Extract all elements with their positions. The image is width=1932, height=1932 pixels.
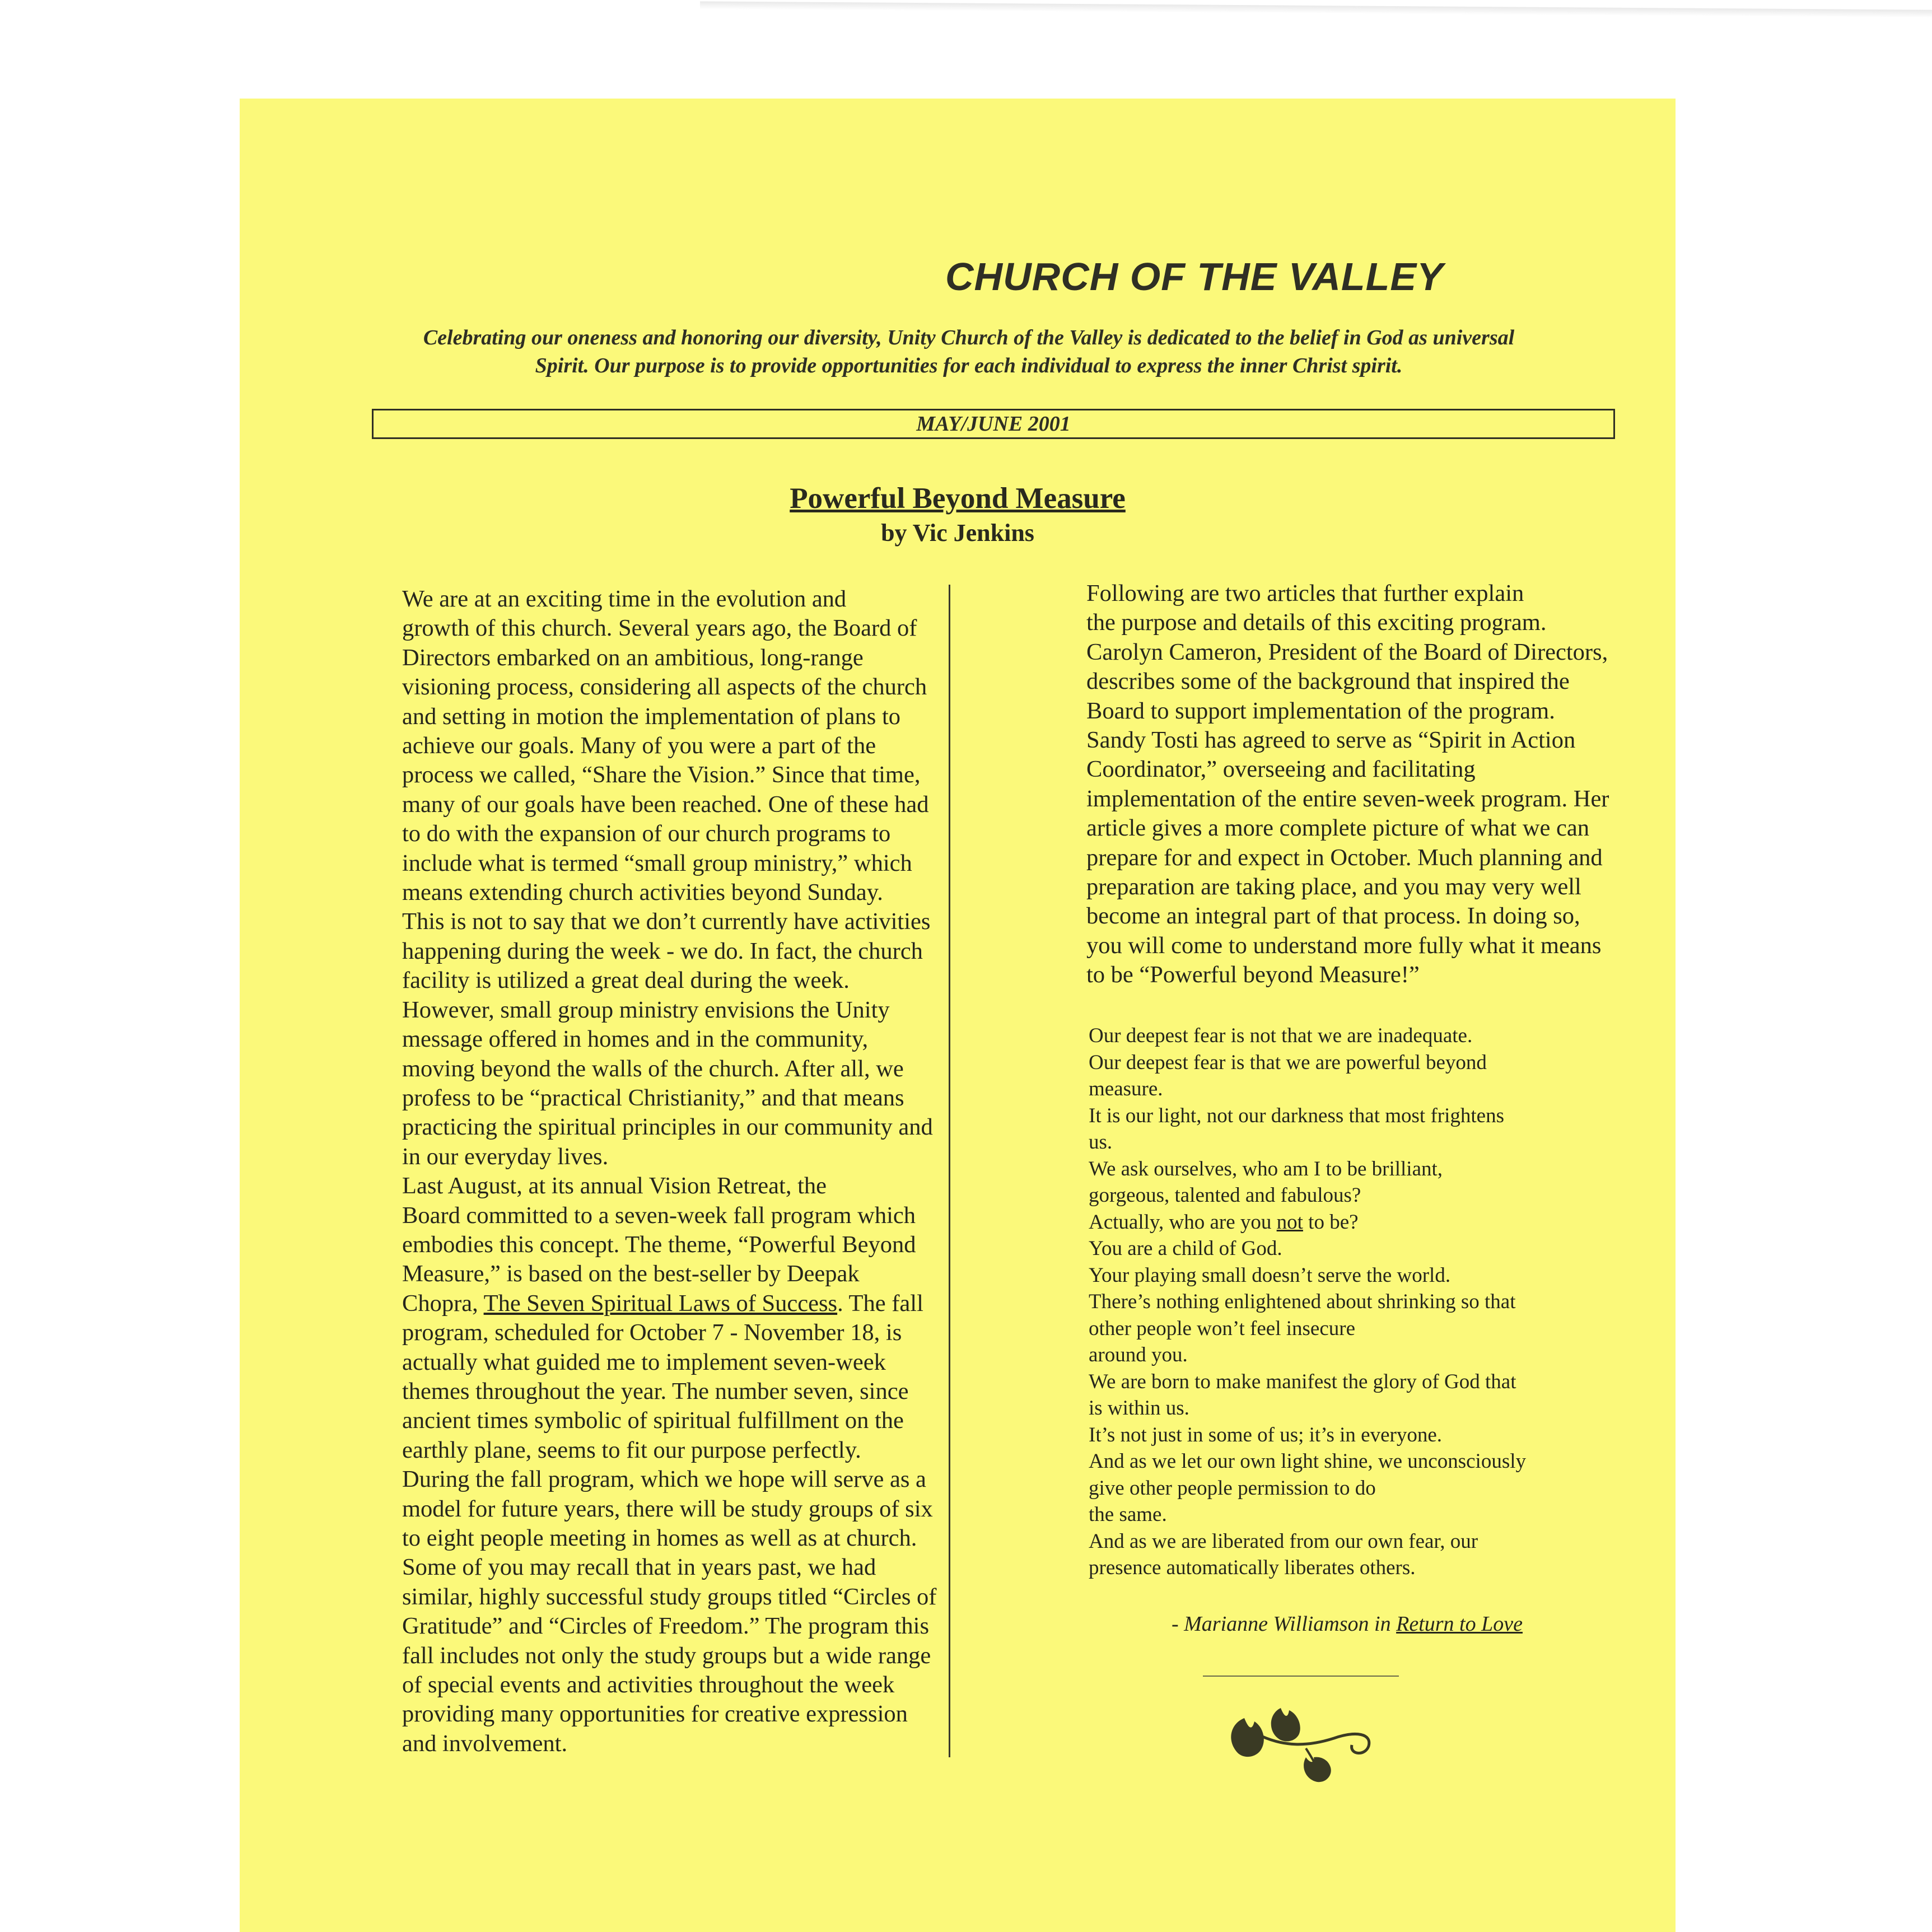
text-line: Coordinator,” overseeing and facilitating	[1086, 756, 1476, 783]
ivy-leaf-flourish-icon	[1222, 1701, 1384, 1785]
text-line: of special events and activities throughout the week	[402, 1672, 895, 1698]
text-line: Measure,” is based on the best-seller by Deepak	[402, 1261, 860, 1287]
text-line: visioning process, considering all aspects of the church	[402, 674, 927, 701]
text-line: themes throughout the year. The number seven, since	[402, 1378, 909, 1404]
text-line: embodies this concept. The theme, “Powerful Beyond	[402, 1231, 916, 1258]
mission-statement	[381, 324, 1557, 380]
text-line: many of our goals have been reached. One of these had	[402, 791, 929, 818]
text-line: prepare for and expect in October. Much planning and	[1086, 844, 1603, 871]
text-line: facility is utilized a great deal during the week.	[402, 967, 850, 994]
text-line: fall includes not only the study groups but a wide range	[402, 1642, 931, 1669]
newsletter-page	[240, 99, 1676, 1932]
poem-line: presence automatically liberates others.	[1089, 1556, 1416, 1579]
text-line: earthly plane, seems to fit our purpose perfectly.	[402, 1436, 861, 1463]
text-line: model for future years, there will be study groups of six	[402, 1495, 933, 1522]
book-title: The Seven Spiritual Laws of Success	[483, 1290, 838, 1317]
text-line: practicing the spiritual principles in our community and	[402, 1114, 933, 1141]
poem-line: measure.	[1089, 1077, 1163, 1100]
text-line: process we called, “Share the Vision.” Since that time,	[402, 762, 921, 788]
text-line: ancient times symbolic of spiritual fulfillment on the	[402, 1407, 904, 1434]
not-suffix: to be?	[1303, 1210, 1359, 1234]
poem-line: You are a child of God.	[1089, 1237, 1282, 1260]
poem-line: We are born to make manifest the glory of God that	[1089, 1370, 1516, 1393]
article-byline: by Vic Jenkins	[881, 519, 1034, 547]
text-line: in our everyday lives.	[402, 1143, 609, 1170]
text-line: Carolyn Cameron, President of the Board of Directors,	[1086, 638, 1608, 665]
not-prefix: Actually, who are you	[1089, 1210, 1277, 1234]
attribution-author: - Marianne Williamson in	[1172, 1612, 1397, 1636]
text-line: to do with the expansion of our church programs to	[402, 820, 891, 847]
mission-line-1: Celebrating our oneness and honoring our diversity, Unity Church of the Valley is dedicated to the belief in God as universal	[423, 326, 1515, 349]
newsletter-title: CHURCH OF THE VALLEY	[945, 255, 1444, 298]
text-line: moving beyond the walls of the church. After all, we	[402, 1055, 904, 1082]
poem-line: And as we let our own light shine, we unconsciously	[1089, 1450, 1526, 1473]
text-line: means extending church activities beyond Sunday.	[402, 879, 883, 906]
text-line: describes some of the background that inspired the	[1086, 668, 1570, 695]
text-line: Gratitude” and “Circles of Freedom.” The program this	[402, 1613, 929, 1640]
issue-date-banner: MAY/JUNE 2001	[372, 409, 1615, 439]
book-suffix: . The fall	[837, 1290, 923, 1317]
text-line: to eight people meeting in homes as well as at church.	[402, 1525, 917, 1551]
text-line: Last August, at its annual Vision Retreat, the	[402, 1173, 827, 1200]
column-divider	[949, 585, 950, 1757]
poem-quote	[1089, 1023, 1621, 1581]
text-line: During the fall program, which we hope will serve as a	[402, 1466, 926, 1493]
text-line: providing many opportunities for creative expression	[402, 1701, 908, 1728]
poem-line: us.	[1089, 1131, 1113, 1154]
poem-line: is within us.	[1089, 1397, 1189, 1420]
poem-line: Your playing small doesn’t serve the world.	[1089, 1263, 1451, 1287]
text-line: Directors embarked on an ambitious, long-range	[402, 644, 864, 671]
poem-line: There’s nothing enlightened about shrinking so that	[1089, 1290, 1516, 1313]
book-prefix: Chopra,	[402, 1290, 484, 1317]
poem-line-not	[1089, 1209, 1621, 1236]
text-line-with-book-title	[319, 1289, 930, 1318]
text-line: actually what guided me to implement seven-week	[402, 1348, 886, 1375]
text-line: include what is termed “small group ministry,” which	[402, 850, 912, 876]
text-line: achieve our goals. Many of you were a part of the	[402, 732, 876, 759]
not-word: not	[1276, 1210, 1303, 1234]
poem-line: the same.	[1089, 1503, 1167, 1526]
left-paragraph-2	[319, 1172, 937, 1758]
text-line: Some of you may recall that in years past, we had	[402, 1554, 876, 1581]
text-line: preparation are taking place, and you may very well	[1086, 874, 1581, 900]
left-column	[319, 585, 937, 1758]
poem-line: Our deepest fear is not that we are inadequate.	[1089, 1024, 1473, 1047]
poem-line: give other people permission to do	[1089, 1476, 1376, 1500]
text-line: Board to support implementation of the program.	[1086, 697, 1555, 724]
text-line: and setting in motion the implementation of plans to	[402, 703, 901, 730]
text-line: growth of this church. Several years ago, the Board of	[402, 615, 917, 642]
text-line: This is not to say that we don’t currently have activities	[402, 908, 931, 935]
poem-line: other people won’t feel insecure	[1089, 1317, 1356, 1340]
left-paragraph-1	[319, 585, 933, 1172]
text-line: implementation of the entire seven-week program. Her	[1086, 785, 1609, 812]
text-line: program, scheduled for October 7 - November 18, is	[402, 1319, 902, 1346]
text-line: to be “Powerful beyond Measure!”	[1086, 962, 1420, 988]
poem-line: It is our light, not our darkness that most frightens	[1089, 1104, 1504, 1127]
right-paragraph-1	[1004, 579, 1625, 990]
text-line: message offered in homes and in the community,	[402, 1026, 869, 1053]
text-line: However, small group ministry envisions the Unity	[402, 996, 890, 1023]
poem-line: We ask ourselves, who am I to be brilliant,	[1089, 1157, 1443, 1180]
article-title: Powerful Beyond Measure	[790, 482, 1126, 515]
text-line: similar, highly successful study groups titled “Circles of	[402, 1583, 937, 1610]
text-line: We are at an exciting time in the evolution and	[402, 586, 847, 612]
text-line: you will come to understand more fully what it means	[1086, 932, 1602, 959]
scan-edge	[700, 1, 1932, 17]
right-column	[1004, 579, 1625, 990]
text-line: Sandy Tosti has agreed to serve as “Spirit in Action	[1086, 727, 1576, 754]
text-line: Board committed to a seven-week fall program which	[402, 1202, 916, 1229]
text-line: article gives a more complete picture of what we can	[1086, 815, 1589, 842]
mission-line-2: Spirit. Our purpose is to provide opportunities for each individual to express the inner Christ spirit.	[535, 354, 1403, 377]
text-line: and involvement.	[402, 1730, 568, 1757]
text-line: profess to be “practical Christianity,” and that means	[402, 1084, 904, 1111]
poem-line: And as we are liberated from our own fear, our	[1089, 1529, 1478, 1553]
text-line: the purpose and details of this exciting program.	[1086, 609, 1547, 636]
decorative-rule	[1203, 1676, 1399, 1677]
attribution-book: Return to Love	[1396, 1612, 1523, 1636]
text-line: happening during the week - we do. In fact, the church	[402, 937, 923, 964]
poem-line: It’s not just in some of us; it’s in everyone.	[1089, 1423, 1443, 1446]
text-line: become an integral part of that process. In doing so,	[1086, 903, 1580, 930]
text-line: Following are two articles that further explain	[1086, 580, 1524, 606]
poem-line: around you.	[1089, 1343, 1188, 1366]
poem-line: gorgeous, talented and fabulous?	[1089, 1184, 1361, 1207]
poem-line: Our deepest fear is that we are powerful beyond	[1089, 1051, 1487, 1074]
poem-attribution	[1172, 1612, 1676, 1636]
